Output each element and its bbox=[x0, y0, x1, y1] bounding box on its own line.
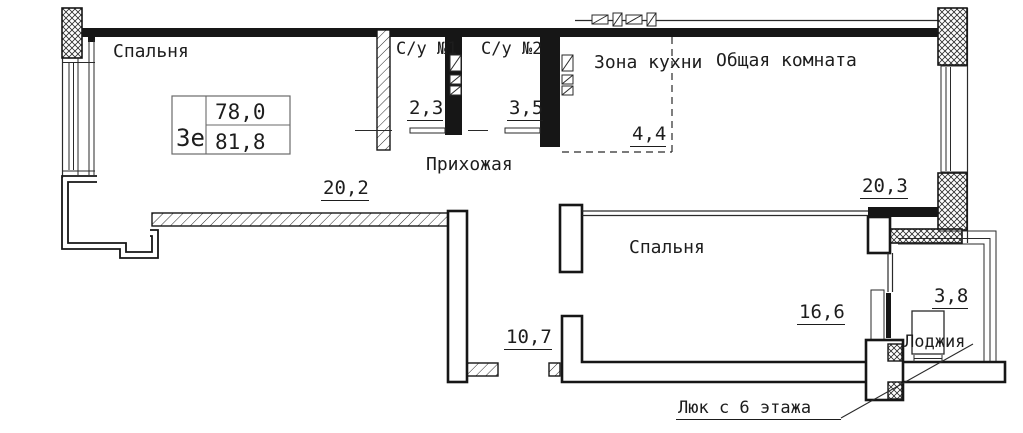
room-label-bathroom-1: С/у №1 bbox=[396, 39, 458, 59]
room-label-bedroom-2: Спальня bbox=[629, 237, 705, 258]
stamp-value-top: 78,0 bbox=[215, 100, 266, 124]
wall-segment bbox=[560, 28, 945, 37]
hatched-wall bbox=[377, 30, 390, 150]
wall-segment bbox=[82, 28, 560, 37]
outlined-wall bbox=[868, 217, 890, 253]
room-label-loggia: Лоджия bbox=[904, 332, 966, 352]
stamp-value-bottom: 81,8 bbox=[215, 130, 266, 154]
hatched-wall bbox=[467, 363, 498, 376]
room-label-hallway: Прихожая bbox=[426, 154, 513, 175]
wall-segment bbox=[868, 207, 948, 217]
door-leaf bbox=[505, 128, 540, 133]
insulated-wall bbox=[62, 8, 82, 58]
area-living: 20,3 bbox=[862, 175, 908, 197]
room-label-bathroom-2: С/у №2 bbox=[481, 39, 543, 59]
insulated-wall bbox=[938, 8, 967, 65]
area-bedroom-2: 16,6 bbox=[799, 301, 845, 323]
room-label-bedroom-1: Спальня bbox=[113, 41, 189, 62]
area-kitchen: 4,4 bbox=[632, 123, 667, 145]
wall-segment bbox=[540, 28, 560, 147]
outlined-wall bbox=[560, 205, 582, 272]
loggia-door-leaf bbox=[886, 293, 891, 338]
area-bathroom-2: 3,5 bbox=[509, 97, 544, 119]
door-leaf bbox=[410, 128, 445, 133]
insulated-wall bbox=[888, 344, 902, 361]
hatched-wall bbox=[152, 213, 450, 226]
wall-segment bbox=[88, 28, 95, 42]
area-bathroom-1: 2,3 bbox=[409, 97, 444, 119]
outlined-wall bbox=[448, 211, 467, 382]
insulated-wall bbox=[938, 173, 967, 230]
apartment-stamp bbox=[172, 96, 290, 154]
hatched-wall bbox=[549, 363, 560, 376]
hatch-note-text: Люк с 6 этажа bbox=[678, 398, 812, 418]
room-label-living: Общая комната bbox=[716, 50, 857, 71]
area-loggia: 3,8 bbox=[934, 285, 969, 307]
room-label-kitchen: Зона кухни bbox=[594, 52, 703, 73]
stamp-type: 3е bbox=[176, 124, 205, 152]
area-bedroom-1: 20,2 bbox=[323, 177, 369, 199]
area-hallway: 10,7 bbox=[506, 326, 552, 348]
